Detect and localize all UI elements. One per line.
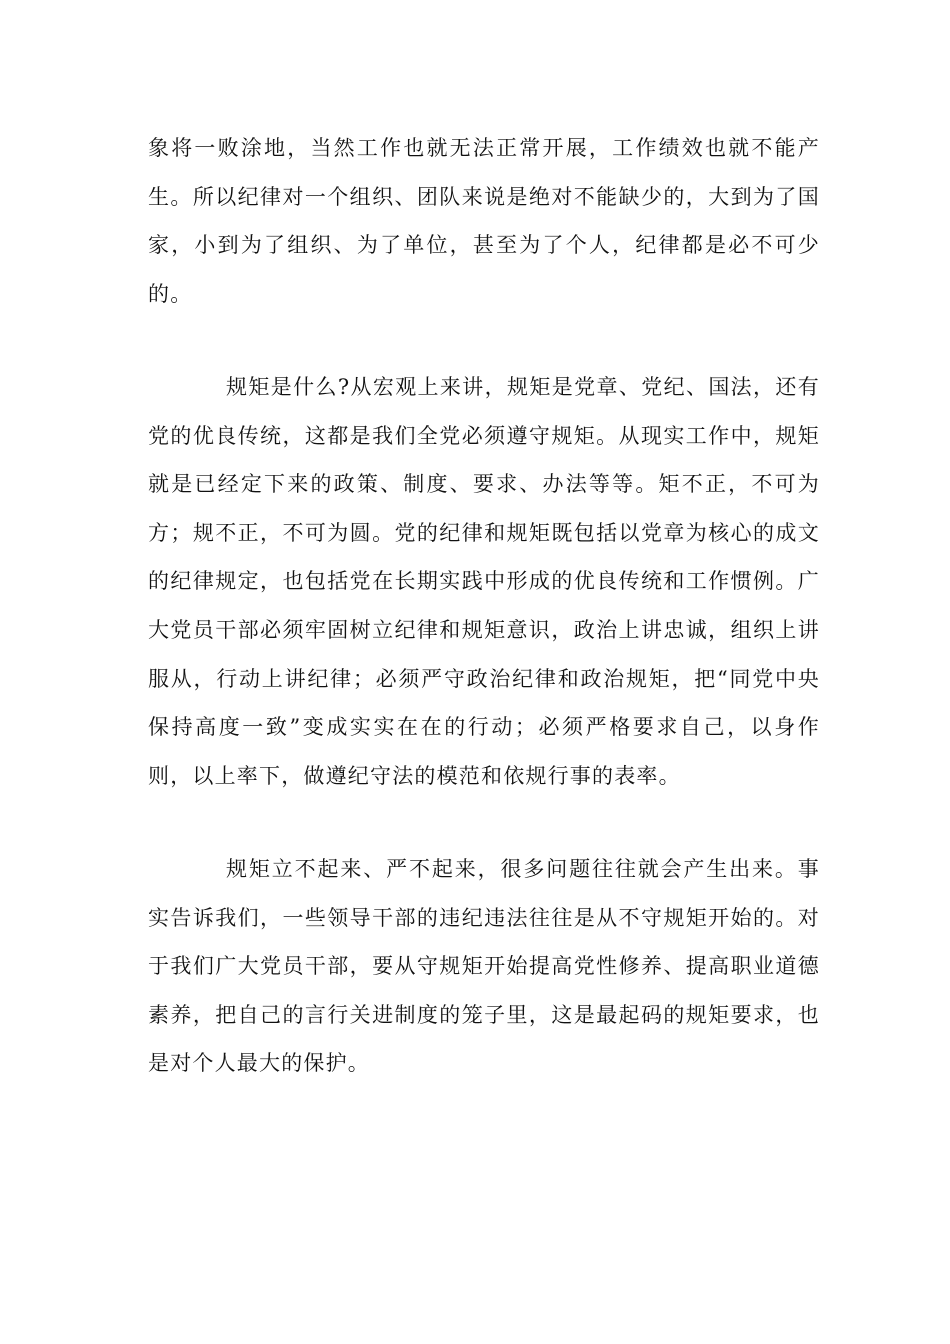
paragraph-rules-enforcement: 规矩立不起来、严不起来，很多问题往往就会产生出来。事实告诉我们，一些领导干部的违纪违法往往是从不守规矩开始的。对于我们广大党员干部，要从守规矩开始提高党性修养、提高职业道德素养，把自己的言行关进制度的笼子里，这是最起码的规矩要求，也是对个人最大的保护。 [148, 857, 820, 1076]
paragraph-discipline-importance: 象将一败涂地，当然工作也就无法正常开展，工作绩效也就不能产生。所以纪律对一个组织、团队来说是绝对不能缺少的，大到为了国家，小到为了组织、为了单位，甚至为了个人，纪律都是必不可少的。 [148, 136, 820, 306]
paragraph-what-are-rules: 规矩是什么?从宏观上来讲，规矩是党章、党纪、国法，还有党的优良传统，这都是我们全党必须遵守规矩。从现实工作中，规矩就是已经定下来的政策、制度、要求、办法等等。矩不正，不可为方；规不正，不可为圆。党的纪律和规矩既包括以党章为核心的成文的纪律规定，也包括党在长期实践中形成的优良传统和工作惯例。广大党员干部必须牢固树立纪律和规矩意识，政治上讲忠诚，组织上讲服从，行动上讲纪律；必须严守政治纪律和政治规矩，把“同党中央保持高度一致”变成实实在在的行动；必须严格要求自己，以身作则，以上率下，做遵纪守法的模范和依规行事的表率。 [148, 375, 820, 788]
